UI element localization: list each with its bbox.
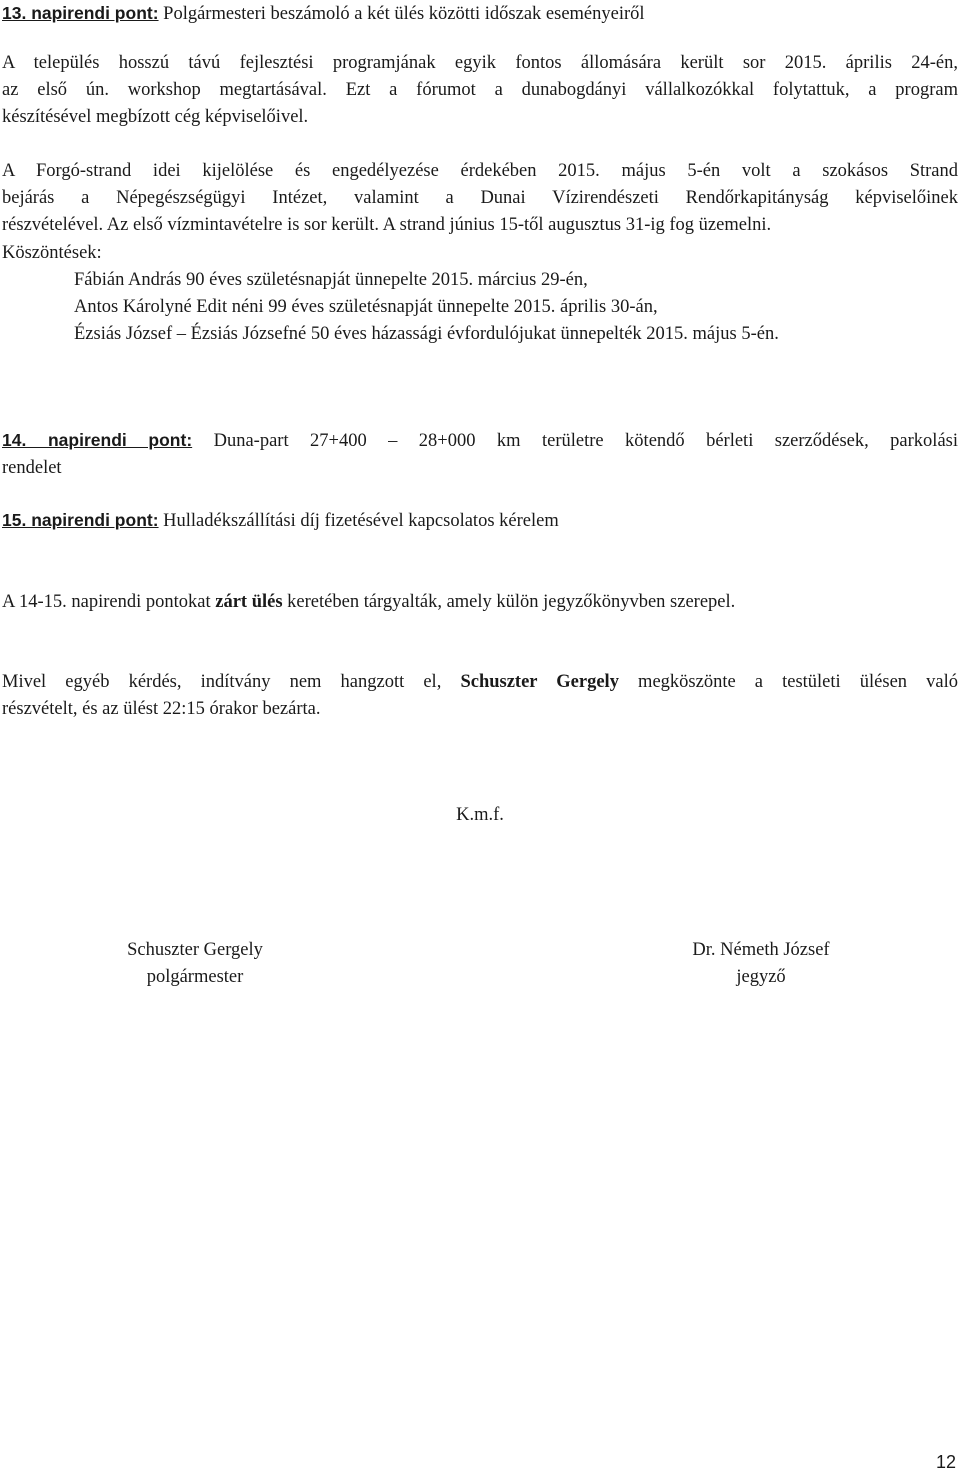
page-number: 12 <box>935 1452 956 1472</box>
mayor-name-emphasis: Schuszter Gergely <box>460 672 619 692</box>
paragraph-line: bejárás a Népegészségügyi Intézet, valamint a Dunai Vízirendészeti Rendőrkapitányság képviselőinek <box>2 188 958 208</box>
agenda-item-title-cont: rendelet <box>2 458 62 478</box>
signatory-role: polgármester <box>146 967 244 987</box>
agenda-item-14 <box>2 427 958 482</box>
agenda-item-title: Hulladékszállítási díj fizetésével kapcsolatos kérelem <box>158 511 559 531</box>
closing-text-after: megköszönte a testületi ülésen való <box>618 672 958 692</box>
signature-right <box>636 937 886 991</box>
agenda-item-number: 13. napirendi pont: <box>2 3 159 23</box>
greeting-item: Fábián András 90 éves születésnapját ünnepelte 2015. március 29-én, <box>74 270 588 290</box>
greeting-item: Ézsiás József – Ézsiás Józsefné 50 éves házassági évfordulójukat ünnepelték 2015. május 5-én. <box>74 324 779 344</box>
agenda-item-13 <box>2 0 958 28</box>
paragraph-line: A település hosszú távú fejlesztési programjának egyik fontos állomására került sor 2015. április 24-én, <box>2 53 958 73</box>
signatory-name: Dr. Németh József <box>692 940 830 960</box>
greeting-item: Antos Károlyné Edit néni 99 éves születésnapját ünnepelte 2015. április 30-án, <box>74 297 658 317</box>
closed-text-before: A 14-15. napirendi pontokat <box>2 592 216 612</box>
signatory-name: Schuszter Gergely <box>127 940 263 960</box>
kmf-label: K.m.f. <box>456 805 504 825</box>
paragraph-line: A Forgó-strand idei kijelölése és engedélyezése érdekében 2015. május 5-én volt a szokásos Strand <box>2 161 958 181</box>
signature-left <box>70 937 320 991</box>
closed-text-after: keretében tárgyalták, amely külön jegyzőkönyvben szerepel. <box>282 592 736 612</box>
closed-session-emphasis: zárt ülés <box>215 592 283 612</box>
agenda-item-15 <box>2 507 958 535</box>
paragraph-line: az első ún. workshop megtartásával. Ezt a fórumot a dunabogdányi vállalkozókkal folytattuk, a program <box>2 80 958 100</box>
signatory-role: jegyző <box>736 967 786 987</box>
greetings-section <box>2 240 958 348</box>
paragraph-strand <box>2 158 958 239</box>
agenda-item-title: Duna-part 27+400 – 28+000 km területre kötendő bérleti szerződések, parkolási <box>192 431 958 451</box>
agenda-item-number: 14. napirendi pont: <box>2 430 193 450</box>
closed-session-note <box>2 589 958 616</box>
paragraph-workshop <box>2 50 958 131</box>
closing-text-before: Mivel egyéb kérdés, indítvány nem hangzott el, <box>2 672 461 692</box>
greetings-heading: Köszöntések: <box>2 243 102 263</box>
paragraph-line: készítésével megbízott cég képviselőivel. <box>2 107 309 127</box>
paragraph-line: részvételével. Az első vízmintavételre is sor került. A strand június 15-től augusztus 31-ig fog üzemelni. <box>2 215 772 235</box>
agenda-item-title: Polgármesteri beszámoló a két ülés közötti időszak eseményeiről <box>158 4 645 24</box>
closing-paragraph <box>2 669 958 723</box>
closing-line-2: részvételt, és az ülést 22:15 órakor bezárta. <box>2 699 321 719</box>
agenda-item-number: 15. napirendi pont: <box>2 510 159 530</box>
